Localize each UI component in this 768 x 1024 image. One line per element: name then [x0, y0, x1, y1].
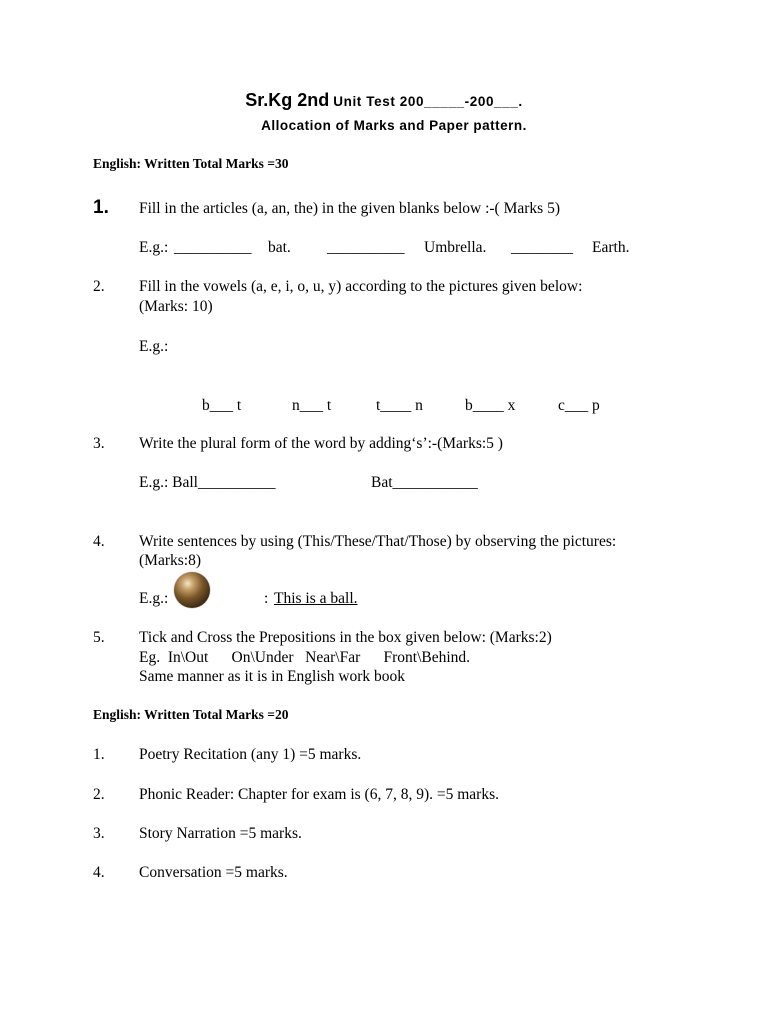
preposition-examples: Eg. In\Out On\Under Near\Far Front\Behind.	[139, 649, 471, 666]
oral-item-number: 1.	[93, 746, 105, 763]
oral-item-number: 3.	[93, 825, 105, 842]
oral-item-text: Conversation =5 marks.	[139, 864, 288, 881]
page-subtitle: Allocation of Marks and Paper pattern.	[261, 118, 527, 133]
question-text: Fill in the vowels (a, e, i, o, u, y) according to the pictures given below:	[139, 278, 583, 295]
example-lead: E.g.:	[139, 239, 169, 256]
vowel-word: b____ x	[465, 397, 516, 414]
answer-blank: __________	[174, 239, 252, 256]
vowel-word: n___ t	[292, 397, 332, 414]
title-grade: Sr.Kg 2nd	[245, 90, 330, 110]
question-number: 5.	[93, 629, 105, 646]
question-text: Write sentences by using (This/These/That/Those) by observing the pictures:	[139, 533, 617, 550]
title-unit-test: Unit Test 200_____-200___.	[333, 94, 523, 109]
question-text: Tick and Cross the Prepositions in the box given below: (Marks:2)	[139, 629, 552, 646]
question-number: 4.	[93, 533, 105, 550]
oral-item-text: Poetry Recitation (any 1) =5 marks.	[139, 746, 362, 763]
answer-blank: __________	[327, 239, 405, 256]
vowel-word: b___ t	[202, 397, 242, 414]
oral-item-text: Story Narration =5 marks.	[139, 825, 302, 842]
question-number: 3.	[93, 435, 105, 452]
oral-heading: English: Written Total Marks =20	[93, 707, 289, 722]
vowel-word: t____ n	[376, 397, 423, 414]
example-answer: This is a ball.	[274, 590, 358, 607]
question-text-marks: (Marks: 10)	[139, 298, 213, 315]
example-lead: E.g.:	[139, 590, 169, 607]
example-word: Umbrella.	[424, 239, 487, 256]
oral-item-number: 2.	[93, 786, 105, 803]
question-text-marks: (Marks:8)	[139, 552, 201, 569]
oral-item-number: 4.	[93, 864, 105, 881]
example-second: Bat___________	[371, 474, 478, 491]
ball-picture	[174, 572, 210, 608]
example-word: bat.	[268, 239, 291, 256]
example-word: Earth.	[592, 239, 630, 256]
question-note: Same manner as it is in English work book	[139, 668, 406, 685]
page-title	[0, 90, 768, 111]
oral-item-text: Phonic Reader: Chapter for exam is (6, 7, 8, 9). =5 marks.	[139, 786, 499, 803]
example-colon: :	[264, 590, 269, 607]
question-number: 1.	[93, 197, 109, 218]
vowel-word: c___ p	[558, 397, 600, 414]
example-lead: E.g.: Ball__________	[139, 474, 276, 491]
written-heading: English: Written Total Marks =30	[93, 156, 289, 171]
question-text: Write the plural form of the word by adding‘s’:-(Marks:5 )	[139, 435, 503, 452]
example-lead: E.g.:	[139, 338, 169, 355]
question-number: 2.	[93, 278, 105, 295]
answer-blank: ________	[511, 239, 573, 256]
question-text: Fill in the articles (a, an, the) in the given blanks below :-( Marks 5)	[139, 200, 560, 217]
